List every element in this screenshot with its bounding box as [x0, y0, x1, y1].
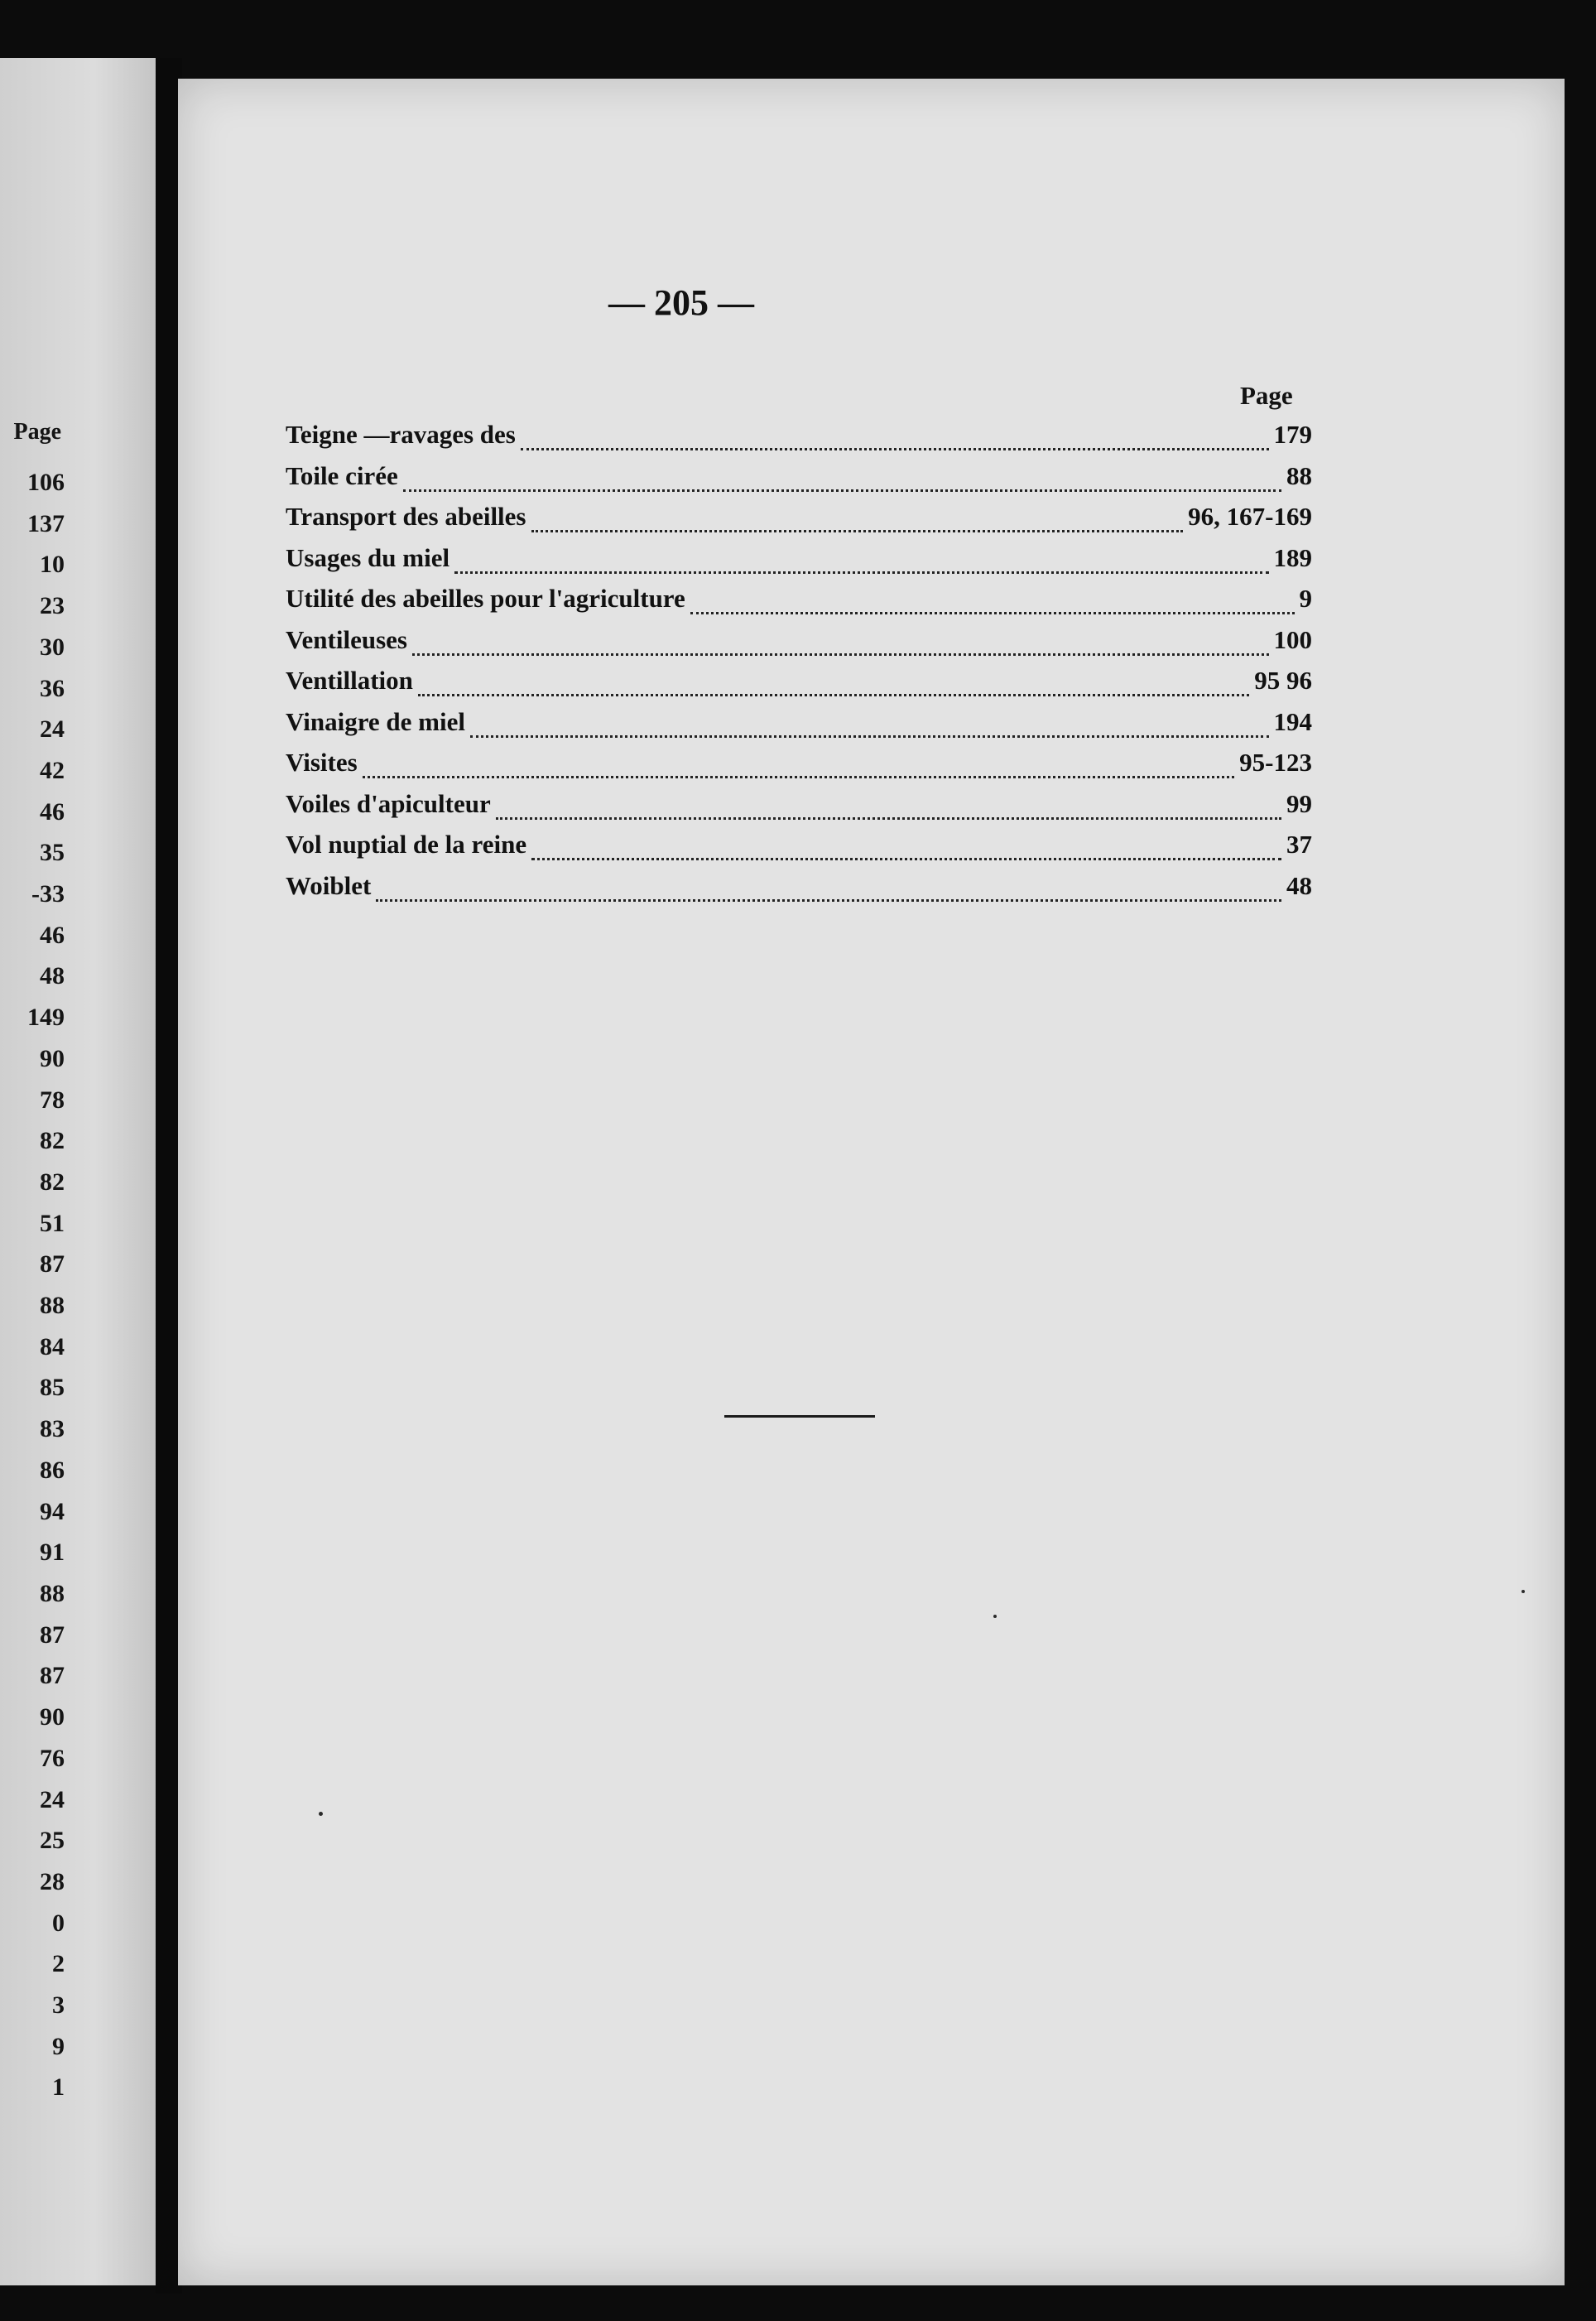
left-page-number: 24 [40, 715, 65, 744]
page-reference: 179 [1273, 420, 1312, 449]
index-term: Usages du miel [286, 542, 450, 572]
left-page-fragment [0, 58, 157, 2285]
page-reference: 100 [1273, 624, 1312, 654]
left-page-number: 10 [40, 551, 65, 579]
index-term: Teigne —ravages des [286, 420, 516, 449]
page-reference: 95-123 [1239, 748, 1312, 777]
page-reference: 88 [1286, 460, 1312, 490]
index-term: Vinaigre de miel [286, 706, 465, 736]
index-term: Transport des abeilles [286, 502, 526, 531]
index-entry [286, 830, 1312, 871]
left-page-number: -33 [31, 880, 65, 908]
dot-leader [690, 604, 1295, 614]
left-page-number: 84 [40, 1332, 65, 1360]
left-page-number: 87 [40, 1620, 65, 1649]
left-page-number: 87 [40, 1662, 65, 1690]
left-page-column-header: Page [13, 419, 61, 445]
left-page-number: 48 [40, 962, 65, 990]
left-page-number: 88 [40, 1292, 65, 1320]
dot-leader [412, 645, 1269, 656]
index-entry [286, 502, 1312, 543]
left-page-number: 78 [40, 1086, 65, 1114]
left-page-number: 149 [27, 1004, 65, 1032]
index-term: Ventileuses [286, 624, 407, 654]
left-page-number: 35 [40, 839, 65, 867]
left-page-number: 83 [40, 1415, 65, 1443]
index-term: Visites [286, 748, 358, 777]
dot-leader [496, 809, 1281, 820]
left-page-number: 82 [40, 1127, 65, 1155]
left-page-number: 25 [40, 1827, 65, 1855]
dot-leader [418, 686, 1249, 696]
page-number [178, 282, 1560, 324]
index-entry [286, 584, 1312, 625]
index-term: Voiles d'apiculteur [286, 788, 491, 818]
index-entry [286, 871, 1312, 913]
dot-leader [376, 891, 1281, 902]
dot-leader [403, 481, 1281, 492]
page-reference: 96, 167-169 [1188, 502, 1312, 531]
left-page-number: 46 [40, 921, 65, 949]
left-page-number: 0 [52, 1909, 65, 1937]
page-number-text: — 205 — [608, 282, 754, 323]
left-page-number: 91 [40, 1539, 65, 1567]
left-page-number: 87 [40, 1250, 65, 1278]
left-page-number: 23 [40, 592, 65, 620]
speck [319, 1812, 323, 1816]
index-page [178, 79, 1565, 2285]
page-reference: 99 [1286, 788, 1312, 818]
index-term: Vol nuptial de la reine [286, 830, 527, 859]
page-reference: 189 [1273, 542, 1312, 572]
page-reference: 9 [1299, 584, 1312, 613]
index-term: Ventillation [286, 666, 413, 695]
left-page-number: 3 [52, 1991, 65, 2020]
page-reference: 37 [1286, 830, 1312, 859]
page-reference: 194 [1273, 706, 1312, 736]
dot-leader [363, 768, 1234, 778]
index-term: Woiblet [286, 870, 372, 900]
left-page-number: 76 [40, 1744, 65, 1772]
index-entry [286, 420, 1312, 461]
left-page-number: 46 [40, 797, 65, 826]
dot-leader [531, 850, 1281, 860]
left-page-number: 137 [27, 509, 65, 537]
index-entry [286, 543, 1312, 585]
speck [1521, 1590, 1525, 1593]
end-rule [724, 1415, 875, 1418]
left-page-number: 90 [40, 1044, 65, 1072]
left-page-number: 36 [40, 674, 65, 702]
left-page-number: 28 [40, 1867, 65, 1895]
left-page-number: 42 [40, 756, 65, 784]
dot-leader [470, 727, 1269, 738]
left-page-number: 85 [40, 1374, 65, 1402]
left-page-number: 86 [40, 1456, 65, 1484]
left-page-number: 2 [52, 1950, 65, 1978]
left-page-number: 9 [52, 2032, 65, 2060]
index-term: Utilité des abeilles pour l'agriculture [286, 584, 685, 613]
dot-leader [454, 563, 1268, 574]
index-entry [286, 707, 1312, 749]
left-page-number: 106 [27, 469, 65, 496]
left-page-number-column [27, 462, 65, 2108]
index-entry [286, 461, 1312, 503]
index-list [286, 420, 1312, 912]
left-page-number: 94 [40, 1497, 65, 1525]
page-reference: 48 [1286, 870, 1312, 900]
index-term: Toile cirée [286, 460, 398, 490]
dot-leader [531, 522, 1184, 532]
index-entry [286, 625, 1312, 667]
dot-leader [521, 440, 1269, 450]
page-reference: 95 96 [1254, 666, 1312, 695]
left-page-number: 1 [52, 2073, 65, 2102]
left-page-number: 90 [40, 1703, 65, 1731]
left-page-number: 88 [40, 1579, 65, 1607]
index-entry [286, 666, 1312, 707]
left-page-number: 51 [40, 1209, 65, 1237]
left-page-number: 30 [40, 633, 65, 661]
index-entry [286, 748, 1312, 789]
column-header: Page [1240, 381, 1293, 410]
index-entry [286, 789, 1312, 831]
left-page-number: 24 [40, 1785, 65, 1813]
speck [993, 1615, 997, 1618]
left-page-number: 82 [40, 1168, 65, 1196]
